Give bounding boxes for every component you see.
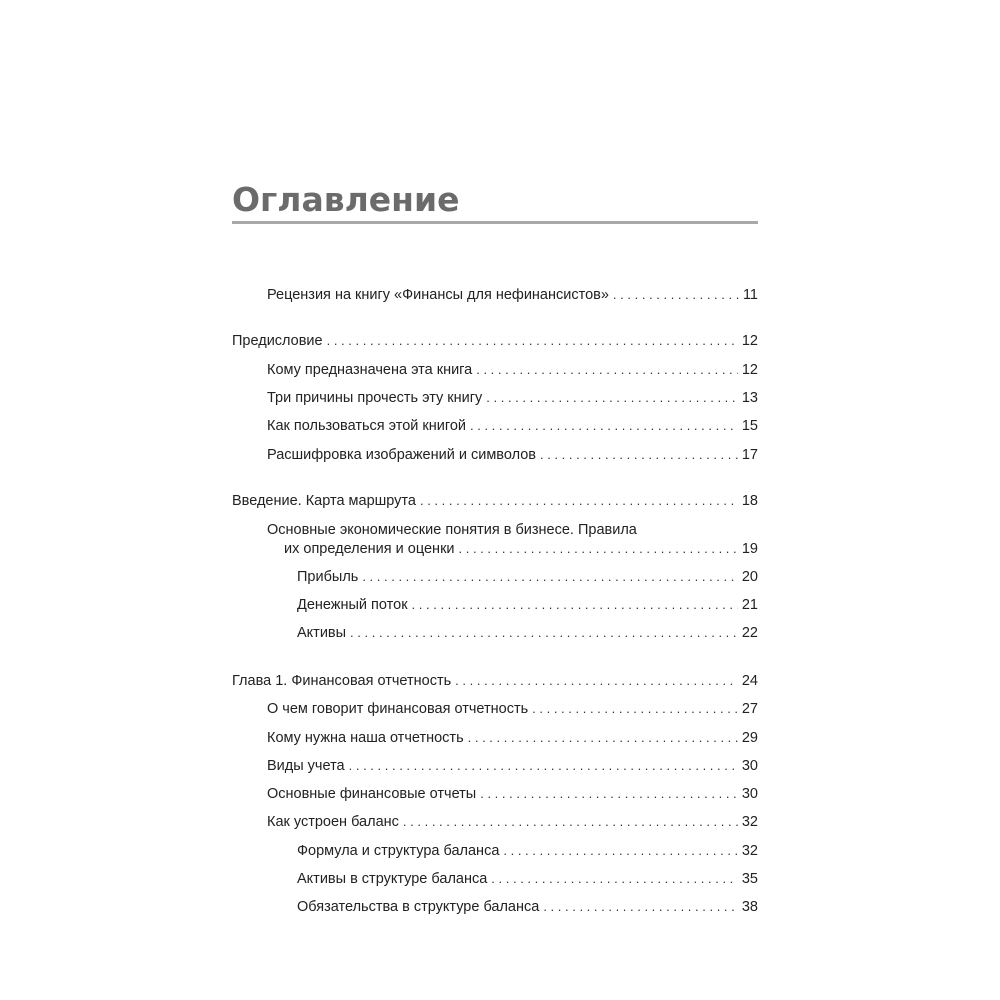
toc-entry[interactable] xyxy=(232,896,758,918)
dot-leader xyxy=(403,811,738,833)
toc-entry-page: 19 xyxy=(741,541,758,557)
toc-entry[interactable] xyxy=(232,727,758,749)
dot-leader xyxy=(468,727,738,749)
toc-entry[interactable] xyxy=(232,538,758,560)
dot-leader xyxy=(532,698,738,720)
toc-entry-label: Глава 1. Финансовая отчетность xyxy=(232,673,452,689)
toc-entry-page: 29 xyxy=(741,730,758,746)
toc-entry-label: Активы xyxy=(297,625,347,641)
toc-entry[interactable] xyxy=(232,359,758,381)
toc-entry-label: О чем говорит финансовая отчетность xyxy=(267,701,529,717)
toc-entry-page: 21 xyxy=(741,597,758,613)
toc-entry[interactable] xyxy=(232,811,758,833)
toc-entry[interactable] xyxy=(232,783,758,805)
toc-entry-page: 17 xyxy=(741,447,758,463)
toc-entry-page: 22 xyxy=(741,625,758,641)
toc-entry-label: Расшифровка изображений и символов xyxy=(267,447,536,463)
toc-entry-page: 32 xyxy=(741,843,758,859)
toc-entry-label: Формула и структура баланса xyxy=(297,843,500,859)
dot-leader xyxy=(420,490,738,512)
toc-entry-label: Рецензия на книгу «Финансы для нефинансистов» xyxy=(267,287,609,303)
table-of-contents xyxy=(232,0,758,1000)
dot-leader xyxy=(503,840,737,862)
toc-entry[interactable] xyxy=(232,755,758,777)
toc-entry-page: 20 xyxy=(741,569,758,585)
toc-entry[interactable] xyxy=(232,387,758,409)
dot-leader xyxy=(470,415,738,437)
toc-entry-page: 12 xyxy=(741,333,758,349)
toc-entry-page: 18 xyxy=(741,493,758,509)
toc-entry-page: 11 xyxy=(742,287,758,303)
toc-entry-label: Обязательства в структуре баланса xyxy=(297,899,540,915)
toc-entry-page: 35 xyxy=(741,871,758,887)
toc-entry[interactable] xyxy=(232,622,758,644)
toc-entry[interactable] xyxy=(232,490,758,512)
toc-entry[interactable] xyxy=(232,840,758,862)
toc-entry-label: Основные финансовые отчеты xyxy=(267,786,477,802)
toc-entry-label: Как устроен баланс xyxy=(267,814,399,830)
toc-entry-label: Виды учета xyxy=(267,758,345,774)
toc-entry-label: Кому предназначена эта книга xyxy=(267,362,473,378)
toc-entry[interactable] xyxy=(232,415,758,437)
dot-leader xyxy=(350,622,738,644)
dot-leader xyxy=(476,359,738,381)
toc-entry[interactable] xyxy=(232,670,758,692)
toc-entry-label: Как пользоваться этой книгой xyxy=(267,418,466,434)
toc-entry[interactable] xyxy=(232,566,758,588)
toc-entry[interactable] xyxy=(232,868,758,890)
dot-leader xyxy=(349,755,738,777)
dot-leader xyxy=(455,670,738,692)
dot-leader xyxy=(459,538,738,560)
toc-entry-label: Кому нужна наша отчетность xyxy=(267,730,464,746)
dot-leader xyxy=(543,896,738,918)
dot-leader xyxy=(327,330,738,352)
toc-entry-page: 38 xyxy=(741,899,758,915)
toc-entry[interactable] xyxy=(232,698,758,720)
dot-leader xyxy=(613,284,739,306)
toc-entry-label: Прибыль xyxy=(297,569,359,585)
toc-entry-label-first-line: Основные экономические понятия в бизнесе. Правила xyxy=(267,522,637,538)
toc-entry-page: 30 xyxy=(741,758,758,774)
dot-leader xyxy=(480,783,738,805)
dot-leader xyxy=(362,566,738,588)
toc-entry-page: 32 xyxy=(741,814,758,830)
page-title: Оглавление xyxy=(232,180,460,219)
toc-entry-page: 24 xyxy=(741,673,758,689)
dot-leader xyxy=(486,387,738,409)
toc-entry[interactable] xyxy=(232,594,758,616)
dot-leader xyxy=(412,594,738,616)
toc-entry-label: их определения и оценки xyxy=(284,541,455,557)
toc-entry-page: 30 xyxy=(741,786,758,802)
dot-leader xyxy=(540,444,738,466)
toc-entry-label: Введение. Карта маршрута xyxy=(232,493,416,509)
toc-entry[interactable] xyxy=(232,284,758,306)
toc-entry[interactable] xyxy=(232,330,758,352)
toc-entry-page: 15 xyxy=(741,418,758,434)
toc-entry-label: Денежный поток xyxy=(297,597,408,613)
toc-entry-label: Активы в структуре баланса xyxy=(297,871,488,887)
toc-entry-label: Три причины прочесть эту книгу xyxy=(267,390,483,406)
toc-entry-page: 12 xyxy=(741,362,758,378)
toc-entry-page: 27 xyxy=(741,701,758,717)
dot-leader xyxy=(491,868,738,890)
toc-entry[interactable] xyxy=(232,444,758,466)
toc-entry-page: 13 xyxy=(741,390,758,406)
toc-entry-label: Предисловие xyxy=(232,333,323,349)
